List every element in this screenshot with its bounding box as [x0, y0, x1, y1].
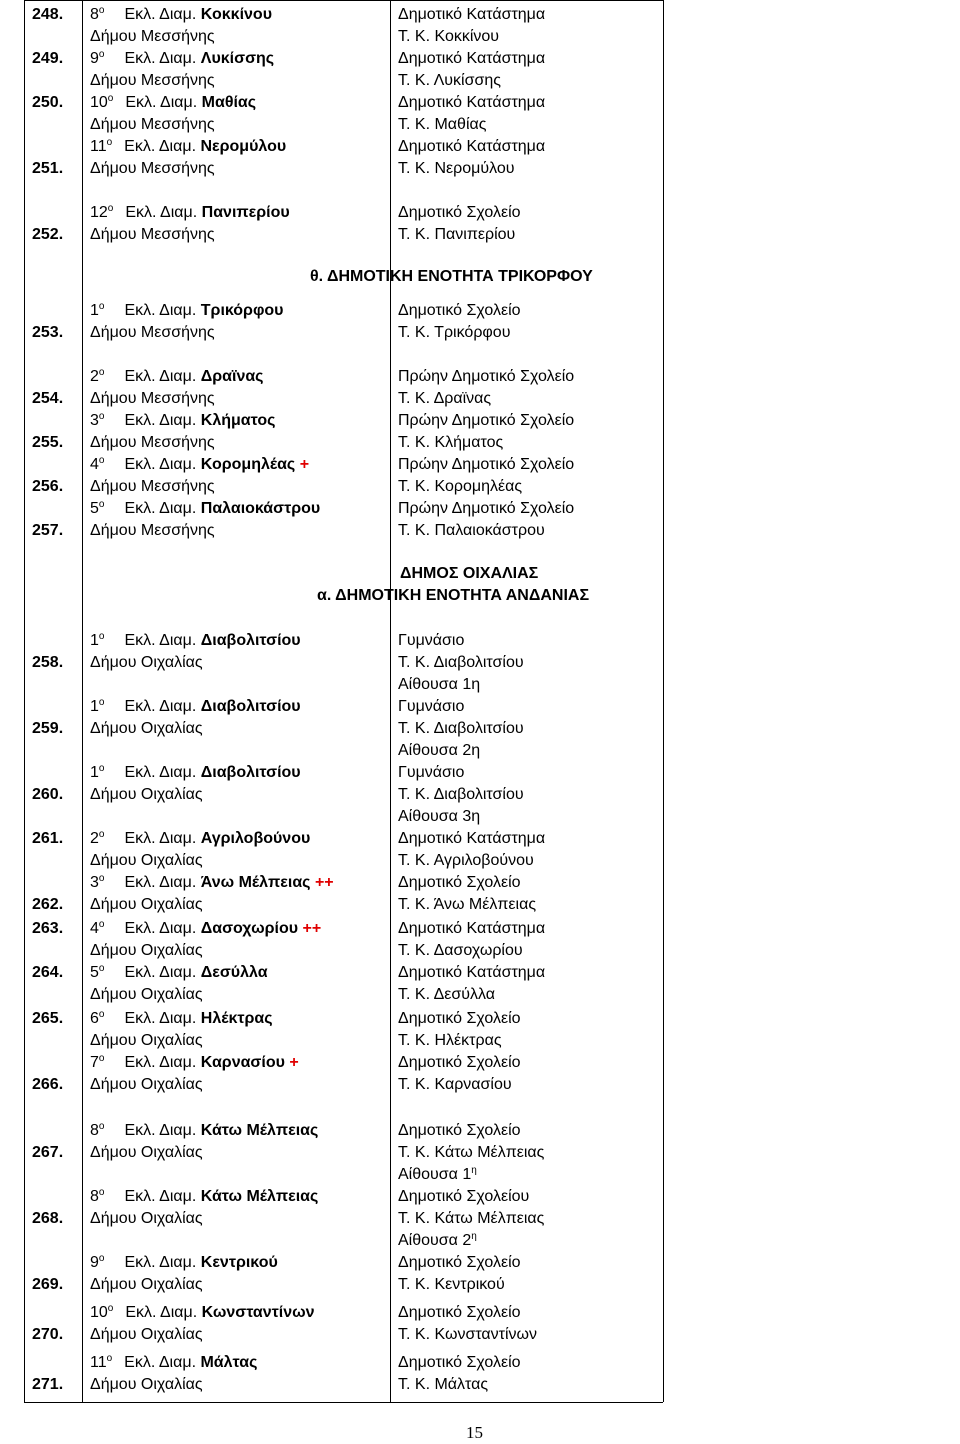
location-building: Δημοτικό Κατάστημα — [398, 50, 546, 67]
ordinal-suffix: ο — [98, 1121, 105, 1132]
location-room — [398, 1164, 477, 1186]
municipality: Δήμου Οιχαλίας — [90, 1376, 203, 1393]
location-community: Τ. Κ. Παλαιοκάστρου — [398, 522, 545, 539]
location-community: Τ. Κ. Νερομύλου — [398, 160, 515, 177]
station-type-label: Εκλ. Διαμ. — [124, 6, 197, 23]
location-building: Δημοτικό Σχολείο — [398, 1354, 521, 1371]
section-header-andanias: α. ΔΗΜΟΤΙΚΗ ΕΝΟΤΗΤΑ ΑΝΔΑΝΙΑΣ — [317, 587, 590, 604]
location-building: Δημοτικό Κατάστημα — [398, 94, 546, 111]
station-locality: Πανιπερίου — [201, 204, 290, 221]
location-room — [398, 674, 480, 696]
location-community: Τ. Κ. Διαβολιτσίου — [398, 654, 524, 671]
location-community: Τ. Κ. Κλήματος — [398, 434, 504, 451]
location-building: Δημοτικό Σχολείο — [398, 1054, 521, 1071]
station-type-label: Εκλ. Διαμ. — [124, 874, 197, 891]
row-number: 251. — [32, 160, 64, 177]
accessibility-mark: + — [299, 456, 310, 473]
station-locality: Λυκίσσης — [200, 50, 275, 67]
station-locality: Νερομύλου — [200, 138, 287, 155]
row-number: 258. — [32, 654, 64, 671]
ordinal-suffix: ο — [98, 411, 105, 422]
ordinal-suffix: ο — [98, 763, 105, 774]
location-community: Τ. Κ. Τρικόρφου — [398, 324, 511, 341]
station-type-label: Εκλ. Διαμ. — [124, 1122, 197, 1139]
section-header-dimos-oixalias: ΔΗΜΟΣ ΟΙΧΑΛΙΑΣ — [400, 565, 539, 582]
accessibility-mark: + — [289, 1054, 299, 1071]
location-community: Τ. Κ. Άνω Μέλπειας — [398, 896, 537, 913]
table-border-vertical — [82, 0, 83, 1402]
station-locality: Κάτω Μέλπειας — [200, 1122, 319, 1139]
table-border-horizontal — [24, 0, 663, 1]
municipality: Δήμου Μεσσήνης — [90, 434, 215, 451]
municipality: Δήμου Οιχαλίας — [90, 986, 203, 1003]
ordinal-suffix: ο — [98, 963, 105, 974]
station-type-label: Εκλ. Διαμ. — [124, 1254, 197, 1271]
municipality: Δήμου Οιχαλίας — [90, 1210, 203, 1227]
ordinal-suffix: ο — [98, 631, 105, 642]
location-building: Πρώην Δημοτικό Σχολείο — [398, 412, 575, 429]
location-community: Τ. Κ. Κωνσταντίνων — [398, 1326, 538, 1343]
station-type-label: Εκλ. Διαμ. — [124, 138, 197, 155]
polling-station-name — [90, 762, 301, 784]
location-community: Τ. Κ. Αγριλοβούνου — [398, 852, 534, 869]
location-community: Τ. Κ. Διαβολιτσίου — [398, 786, 524, 803]
section-header-trikorfou: θ. ΔΗΜΟΤΙΚΗ ΕΝΟΤΗΤΑ ΤΡΙΚΟΡΦΟΥ — [310, 268, 593, 285]
accessibility-mark: ++ — [314, 874, 334, 891]
row-number: 248. — [32, 6, 64, 23]
station-type-label: Εκλ. Διαμ. — [124, 412, 197, 429]
location-building: Δημοτικό Σχολείου — [398, 1188, 530, 1205]
location-building: Γυμνάσιο — [398, 632, 465, 649]
row-number: 265. — [32, 1010, 64, 1027]
polling-station-name — [90, 48, 274, 70]
row-number: 269. — [32, 1276, 64, 1293]
location-building: Δημοτικό Σχολείο — [398, 874, 521, 891]
location-building: Δημοτικό Σχολείο — [398, 1122, 521, 1139]
row-number: 260. — [32, 786, 64, 803]
station-locality: Κωνσταντίνων — [201, 1304, 315, 1321]
station-locality: Δεσύλλα — [200, 964, 268, 981]
location-community: Τ. Κ. Μαθίας — [398, 116, 487, 133]
room-label: Αίθουσα 1 — [398, 1166, 472, 1183]
location-community: Τ. Κ. Μάλτας — [398, 1376, 489, 1393]
station-locality: Ηλέκτρας — [200, 1010, 273, 1027]
location-building: Δημοτικό Κατάστημα — [398, 920, 546, 937]
station-type-label: Εκλ. Διαμ. — [125, 1304, 198, 1321]
ordinal-suffix: ο — [98, 49, 105, 60]
municipality: Δήμου Οιχαλίας — [90, 1144, 203, 1161]
polling-station-name — [90, 300, 283, 322]
row-number: 270. — [32, 1326, 64, 1343]
station-ordinal: 10 — [90, 1304, 108, 1321]
polling-station-name — [90, 1120, 318, 1142]
station-type-label: Εκλ. Διαμ. — [124, 920, 197, 937]
location-building: Δημοτικό Σχολείο — [398, 1010, 521, 1027]
station-ordinal: 8 — [90, 1188, 99, 1205]
room-label: Αίθουσα 2 — [398, 1232, 472, 1249]
station-ordinal: 7 — [90, 1054, 99, 1071]
location-building: Δημοτικό Κατάστημα — [398, 6, 546, 23]
municipality: Δήμου Μεσσήνης — [90, 522, 215, 539]
location-building: Δημοτικό Σχολείο — [398, 1304, 521, 1321]
ordinal-suffix: ο — [98, 919, 105, 930]
station-type-label: Εκλ. Διαμ. — [124, 764, 197, 781]
location-room — [398, 1230, 477, 1252]
municipality: Δήμου Μεσσήνης — [90, 324, 215, 341]
polling-station-name — [90, 410, 275, 432]
station-type-label: Εκλ. Διαμ. — [124, 1188, 197, 1205]
ordinal-suffix: ο — [106, 1353, 113, 1364]
station-locality: Διαβολιτσίου — [200, 764, 301, 781]
station-type-label: Εκλ. Διαμ. — [124, 1054, 197, 1071]
station-ordinal: 1 — [90, 632, 99, 649]
location-community: Τ. Κ. Κοκκίνου — [398, 28, 500, 45]
station-locality: Κοκκίνου — [200, 6, 272, 23]
row-number: 263. — [32, 920, 64, 937]
location-community: Τ. Κ. Ηλέκτρας — [398, 1032, 502, 1049]
room-ordinal-suffix: η — [471, 1165, 477, 1176]
station-ordinal: 3 — [90, 874, 99, 891]
station-type-label: Εκλ. Διαμ. — [124, 1354, 197, 1371]
polling-station-name — [90, 918, 321, 940]
table-border-vertical — [663, 0, 664, 1402]
station-type-label: Εκλ. Διαμ. — [124, 964, 197, 981]
polling-station-name — [90, 4, 272, 26]
location-building: Δημοτικό Κατάστημα — [398, 964, 546, 981]
location-building: Γυμνάσιο — [398, 764, 465, 781]
municipality: Δήμου Οιχαλίας — [90, 1276, 203, 1293]
station-locality: Καρνασίου — [200, 1054, 285, 1071]
municipality: Δήμου Μεσσήνης — [90, 226, 215, 243]
station-ordinal: 8 — [90, 6, 99, 23]
location-community: Τ. Κ. Πανιπερίου — [398, 226, 516, 243]
polling-station-name — [90, 136, 286, 158]
ordinal-suffix: ο — [98, 1009, 105, 1020]
row-number: 271. — [32, 1376, 64, 1393]
ordinal-suffix: ο — [98, 301, 105, 312]
location-building: Δημοτικό Σχολείο — [398, 1254, 521, 1271]
location-room — [398, 740, 480, 762]
location-community: Τ. Κ. Δασοχωρίου — [398, 942, 523, 959]
polling-station-name — [90, 1186, 318, 1208]
station-ordinal: 11 — [90, 138, 107, 155]
station-locality: Τρικόρφου — [200, 302, 284, 319]
station-ordinal: 1 — [90, 764, 99, 781]
table-border-vertical — [390, 0, 391, 1402]
station-type-label: Εκλ. Διαμ. — [125, 204, 198, 221]
row-number: 255. — [32, 434, 64, 451]
row-number: 262. — [32, 896, 64, 913]
station-ordinal: 2 — [90, 368, 99, 385]
station-locality: Δασοχωρίου — [200, 920, 299, 937]
page-number: 15 — [466, 1423, 483, 1442]
row-number: 268. — [32, 1210, 64, 1227]
station-locality: Αγριλοβούνου — [200, 830, 311, 847]
location-building: Δημοτικό Σχολείο — [398, 204, 521, 221]
ordinal-suffix: ο — [98, 829, 105, 840]
municipality: Δήμου Οιχαλίας — [90, 720, 203, 737]
station-locality: Παλαιοκάστρου — [200, 500, 321, 517]
ordinal-suffix: ο — [98, 499, 105, 510]
station-locality: Διαβολιτσίου — [200, 698, 301, 715]
ordinal-suffix: ο — [98, 367, 105, 378]
polling-station-name — [90, 498, 320, 520]
station-ordinal: 8 — [90, 1122, 99, 1139]
station-ordinal: 9 — [90, 1254, 99, 1271]
municipality: Δήμου Οιχαλίας — [90, 654, 203, 671]
polling-station-name — [90, 696, 301, 718]
polling-station-name — [90, 962, 268, 984]
room-ordinal-suffix: η — [471, 1231, 477, 1242]
row-number: 261. — [32, 830, 64, 847]
ordinal-suffix: ο — [98, 1187, 105, 1198]
location-room — [398, 806, 480, 828]
municipality: Δήμου Οιχαλίας — [90, 942, 203, 959]
station-locality: Κορομηλέας — [200, 456, 296, 473]
row-number: 254. — [32, 390, 64, 407]
station-ordinal: 10 — [90, 94, 108, 111]
station-type-label: Εκλ. Διαμ. — [124, 1010, 197, 1027]
station-ordinal: 4 — [90, 920, 99, 937]
station-type-label: Εκλ. Διαμ. — [124, 456, 197, 473]
municipality: Δήμου Οιχαλίας — [90, 1326, 203, 1343]
polling-station-name — [90, 630, 301, 652]
ordinal-suffix: ο — [98, 1253, 105, 1264]
polling-station-name — [90, 872, 334, 894]
municipality: Δήμου Μεσσήνης — [90, 72, 215, 89]
polling-station-name — [90, 1302, 315, 1324]
municipality: Δήμου Μεσσήνης — [90, 160, 215, 177]
station-locality: Μαθίας — [201, 94, 257, 111]
room-label: Αίθουσα 3η — [398, 808, 481, 825]
row-number: 250. — [32, 94, 64, 111]
ordinal-suffix: ο — [98, 873, 105, 884]
station-locality: Δραϊνας — [200, 368, 264, 385]
municipality: Δήμου Οιχαλίας — [90, 1032, 203, 1049]
location-community: Τ. Κ. Λυκίσσης — [398, 72, 501, 89]
row-number: 264. — [32, 964, 64, 981]
ordinal-suffix: ο — [106, 137, 113, 148]
row-number: 253. — [32, 324, 64, 341]
row-number: 257. — [32, 522, 64, 539]
location-community: Τ. Κ. Κάτω Μέλπειας — [398, 1210, 545, 1227]
municipality: Δήμου Οιχαλίας — [90, 852, 203, 869]
room-label: Αίθουσα 1η — [398, 676, 481, 693]
polling-station-name — [90, 1008, 273, 1030]
station-type-label: Εκλ. Διαμ. — [125, 94, 198, 111]
row-number: 252. — [32, 226, 64, 243]
accessibility-mark: ++ — [302, 920, 322, 937]
ordinal-suffix: ο — [98, 1053, 105, 1064]
station-ordinal: 5 — [90, 500, 99, 517]
municipality: Δήμου Οιχαλίας — [90, 896, 203, 913]
station-locality: Μάλτας — [200, 1354, 258, 1371]
location-community: Τ. Κ. Διαβολιτσίου — [398, 720, 524, 737]
row-number: 256. — [32, 478, 64, 495]
ordinal-suffix: ο — [98, 455, 105, 466]
polling-station-name — [90, 202, 290, 224]
station-locality: Άνω Μέλπειας — [200, 874, 311, 891]
station-type-label: Εκλ. Διαμ. — [124, 830, 197, 847]
location-community: Τ. Κ. Κορομηλέας — [398, 478, 523, 495]
municipality: Δήμου Οιχαλίας — [90, 786, 203, 803]
polling-station-name — [90, 366, 264, 388]
location-community: Τ. Κ. Κάτω Μέλπειας — [398, 1144, 545, 1161]
room-label: Αίθουσα 2η — [398, 742, 481, 759]
station-ordinal: 5 — [90, 964, 99, 981]
station-locality: Διαβολιτσίου — [200, 632, 301, 649]
location-community: Τ. Κ. Κεντρικού — [398, 1276, 505, 1293]
location-building: Γυμνάσιο — [398, 698, 465, 715]
station-type-label: Εκλ. Διαμ. — [124, 368, 197, 385]
polling-station-name — [90, 454, 309, 476]
location-building: Δημοτικό Σχολείο — [398, 302, 521, 319]
municipality: Δήμου Μεσσήνης — [90, 478, 215, 495]
municipality: Δήμου Οιχαλίας — [90, 1076, 203, 1093]
table-border-vertical — [24, 0, 25, 1402]
municipality: Δήμου Μεσσήνης — [90, 28, 215, 45]
row-number: 266. — [32, 1076, 64, 1093]
row-number: 259. — [32, 720, 64, 737]
station-ordinal: 11 — [90, 1354, 107, 1371]
location-building: Πρώην Δημοτικό Σχολείο — [398, 456, 575, 473]
station-type-label: Εκλ. Διαμ. — [124, 50, 197, 67]
station-locality: Κάτω Μέλπειας — [200, 1188, 319, 1205]
station-ordinal: 9 — [90, 50, 99, 67]
row-number: 249. — [32, 50, 64, 67]
location-building: Πρώην Δημοτικό Σχολείο — [398, 368, 575, 385]
polling-station-name — [90, 828, 310, 850]
municipality: Δήμου Μεσσήνης — [90, 390, 215, 407]
station-locality: Κεντρικού — [200, 1254, 278, 1271]
location-community: Τ. Κ. Καρνασίου — [398, 1076, 512, 1093]
location-building: Πρώην Δημοτικό Σχολείο — [398, 500, 575, 517]
ordinal-suffix: ο — [98, 5, 105, 16]
station-ordinal: 1 — [90, 698, 99, 715]
station-type-label: Εκλ. Διαμ. — [124, 302, 197, 319]
ordinal-suffix: ο — [98, 697, 105, 708]
polling-station-name — [90, 92, 256, 114]
location-building: Δημοτικό Κατάστημα — [398, 138, 546, 155]
station-ordinal: 3 — [90, 412, 99, 429]
polling-station-name — [90, 1352, 257, 1374]
ordinal-suffix: ο — [107, 1303, 114, 1314]
station-ordinal: 4 — [90, 456, 99, 473]
location-community: Τ. Κ. Δεσύλλα — [398, 986, 496, 1003]
station-type-label: Εκλ. Διαμ. — [124, 632, 197, 649]
station-type-label: Εκλ. Διαμ. — [124, 698, 197, 715]
row-number: 267. — [32, 1144, 64, 1161]
station-locality: Κλήματος — [200, 412, 276, 429]
ordinal-suffix: ο — [107, 93, 114, 104]
station-ordinal: 1 — [90, 302, 99, 319]
polling-station-name — [90, 1052, 299, 1074]
ordinal-suffix: ο — [107, 203, 114, 214]
station-ordinal: 2 — [90, 830, 99, 847]
location-building: Δημοτικό Κατάστημα — [398, 830, 546, 847]
station-ordinal: 6 — [90, 1010, 99, 1027]
station-type-label: Εκλ. Διαμ. — [124, 500, 197, 517]
polling-station-name — [90, 1252, 278, 1274]
municipality: Δήμου Μεσσήνης — [90, 116, 215, 133]
location-community: Τ. Κ. Δραϊνας — [398, 390, 492, 407]
station-ordinal: 12 — [90, 204, 108, 221]
table-border-horizontal — [24, 1402, 663, 1403]
